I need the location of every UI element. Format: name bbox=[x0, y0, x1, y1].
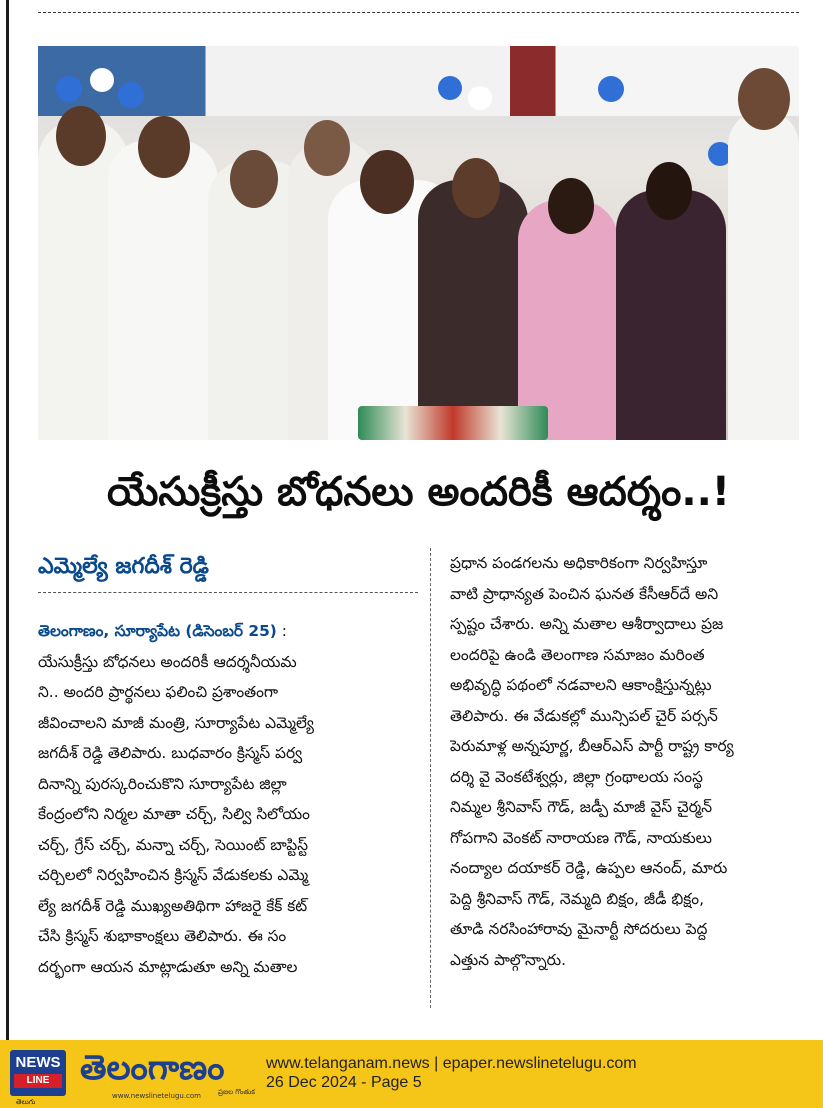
news-photo bbox=[38, 46, 799, 440]
body-line: చర్చ్, గ్రేస్ చర్చ్, మన్నా చర్చ్, సెయింట్ బాప్టిస్ట్ bbox=[38, 835, 309, 854]
body-line: గోపగాని వెంకట్ నారాయణ గౌడ్, నాయకులు bbox=[450, 828, 712, 847]
edition-info: 26 Dec 2024 - Page 5 bbox=[266, 1074, 422, 1091]
body-line: నంద్యాల దయాకర్ రెడ్డి, ఉప్పల ఆనంద్, మారు bbox=[450, 859, 728, 877]
article-headline: యేసుక్రీస్తు బోధనలు అందరికీ ఆదర్శం..! bbox=[106, 469, 731, 515]
person-head bbox=[738, 68, 790, 130]
body-line: యేసుక్రీస్తు బోధనలు అందరికీ ఆదర్శనీయమ bbox=[38, 652, 297, 671]
photo-background-wall bbox=[38, 46, 799, 116]
dateline-line: తెలంగాణం, సూర్యాపేట (డిసెంబర్ 25) : bbox=[38, 622, 287, 640]
body-line: అభివృద్ధి పథంలో నడవాలని ఆకాంక్షిస్తున్నట్లు bbox=[450, 676, 712, 694]
footer-separator: | bbox=[434, 1055, 439, 1072]
person-head bbox=[230, 150, 278, 208]
person-head bbox=[138, 116, 190, 178]
body-line: చర్చిలలో నిర్వహించిన క్రిస్మస్ వేడుకలకు ఎమ్మె bbox=[38, 866, 309, 884]
body-line: నిమ్మల శ్రీనివాస్ గౌడ్, జడ్పీ మాజీ వైస్ చైర్మన్ bbox=[450, 798, 713, 816]
epaper-link[interactable]: epaper.newslinetelugu.com bbox=[442, 1055, 637, 1072]
article-subheadline: ఎమ్మెల్యే జగదీశ్ రెడ్డి bbox=[38, 554, 209, 579]
person-figure bbox=[418, 180, 528, 440]
footer-info bbox=[266, 1054, 637, 1092]
body-line: ల్యే జగదీశ్ రెడ్డి ముఖ్యఅతిథిగా హాజరై కేక్ కట్ bbox=[38, 896, 308, 915]
brand-tagline: ప్రజల గొంతుక bbox=[218, 1088, 255, 1096]
logo-subtext: తెలుగు bbox=[16, 1098, 36, 1106]
article-column-right bbox=[450, 548, 800, 975]
article-column-left bbox=[38, 616, 412, 982]
top-dashed-rule bbox=[38, 12, 799, 13]
balloon-decoration bbox=[598, 76, 624, 102]
body-line: జగదీశ్ రెడ్డి తెలిపారు. బుధవారం క్రిస్మస్ పర్వ bbox=[38, 744, 303, 762]
page-left-rule bbox=[6, 0, 9, 1040]
body-line: ని.. అందరి ప్రార్థనలు ఫలించి ప్రశాంతంగా bbox=[38, 683, 279, 701]
person-head bbox=[360, 150, 414, 214]
body-line: ఎత్తున పాల్గొన్నారు. bbox=[450, 950, 567, 969]
body-line: తూడి నరసింహారావు మైనార్టీ సోదరులు పెద్ద bbox=[450, 920, 708, 938]
person-figure bbox=[728, 110, 799, 440]
body-line: ప్రధాన పండగలను అధికారికంగా నిర్వహిస్తూ bbox=[450, 554, 708, 572]
body-line: పెద్ది శ్రీనివాస్ గౌడ్, నెమ్మది బిక్షం, జీడీ భిక్షం, bbox=[450, 889, 704, 908]
person-head bbox=[56, 106, 106, 166]
body-line: కేంద్రంలోని నిర్మల మాతా చర్చ్, సిల్వి సిలోయం bbox=[38, 805, 310, 823]
website-link[interactable]: www.telanganam.news bbox=[266, 1055, 430, 1072]
body-line: చేసి క్రిస్మస్ శుభాకాంక్షలు తెలిపారు. ఈ సం bbox=[38, 927, 287, 945]
person-figure bbox=[616, 190, 726, 440]
newsline-logo bbox=[10, 1050, 66, 1096]
balloon-decoration bbox=[56, 76, 82, 102]
person-figure bbox=[518, 200, 618, 440]
person-head bbox=[548, 178, 594, 234]
body-line: జీవించాలని మాజీ మంత్రి, సూర్యాపేట ఎమ్మెల్యే bbox=[38, 713, 314, 732]
logo-line-text: LINE bbox=[14, 1074, 62, 1088]
body-line: వాటి ప్రాధాన్యత పెంచిన ఘనత కేసీఆర్‌దే అని bbox=[450, 584, 719, 603]
body-line: స్పష్టం చేశారు. అన్ని మతాల ఆశీర్వాదాలు ప్రజ bbox=[450, 615, 724, 633]
balloon-decoration bbox=[90, 68, 114, 92]
telanganam-brand: తెలంగాణం bbox=[80, 1048, 225, 1088]
brand-url: www.newslinetelugu.com bbox=[112, 1092, 201, 1100]
body-line: దర్భంగా ఆయన మాట్లాడుతూ అన్ని మతాల bbox=[38, 957, 298, 976]
dateline: తెలంగాణం, సూర్యాపేట (డిసెంబర్ 25) bbox=[38, 622, 277, 640]
person-figure bbox=[108, 140, 218, 440]
subheadline-rule bbox=[38, 592, 418, 593]
person-head bbox=[452, 158, 500, 218]
balloon-decoration bbox=[438, 76, 462, 100]
person-head bbox=[646, 162, 692, 220]
column-divider bbox=[430, 548, 431, 1008]
body-line: లందరిపై ఉండి తెలంగాణ సమాజం మరింత bbox=[450, 645, 705, 664]
body-line: పెరుమాళ్ల అన్నపూర్ణ, బీఆర్ఎస్ పార్టీ రాష్ట్ర కార్య bbox=[450, 737, 734, 755]
christmas-cake bbox=[358, 406, 548, 440]
balloon-decoration bbox=[118, 82, 144, 108]
body-line: దినాన్ని పురస్కరించుకొని సూర్యాపేట జిల్లా bbox=[38, 774, 287, 793]
logo-news-text: NEWS bbox=[15, 1054, 61, 1071]
body-line: తెలిపారు. ఈ వేడుకల్లో మున్సిపల్ చైర్ పర్సన్ bbox=[450, 706, 718, 725]
page-footer bbox=[0, 1040, 823, 1108]
balloon-decoration bbox=[468, 86, 492, 110]
body-line: దర్శి వై వెంకటేశ్వర్లు, జిల్లా గ్రంథాలయ సంస్థ bbox=[450, 767, 703, 786]
person-head bbox=[304, 120, 350, 176]
